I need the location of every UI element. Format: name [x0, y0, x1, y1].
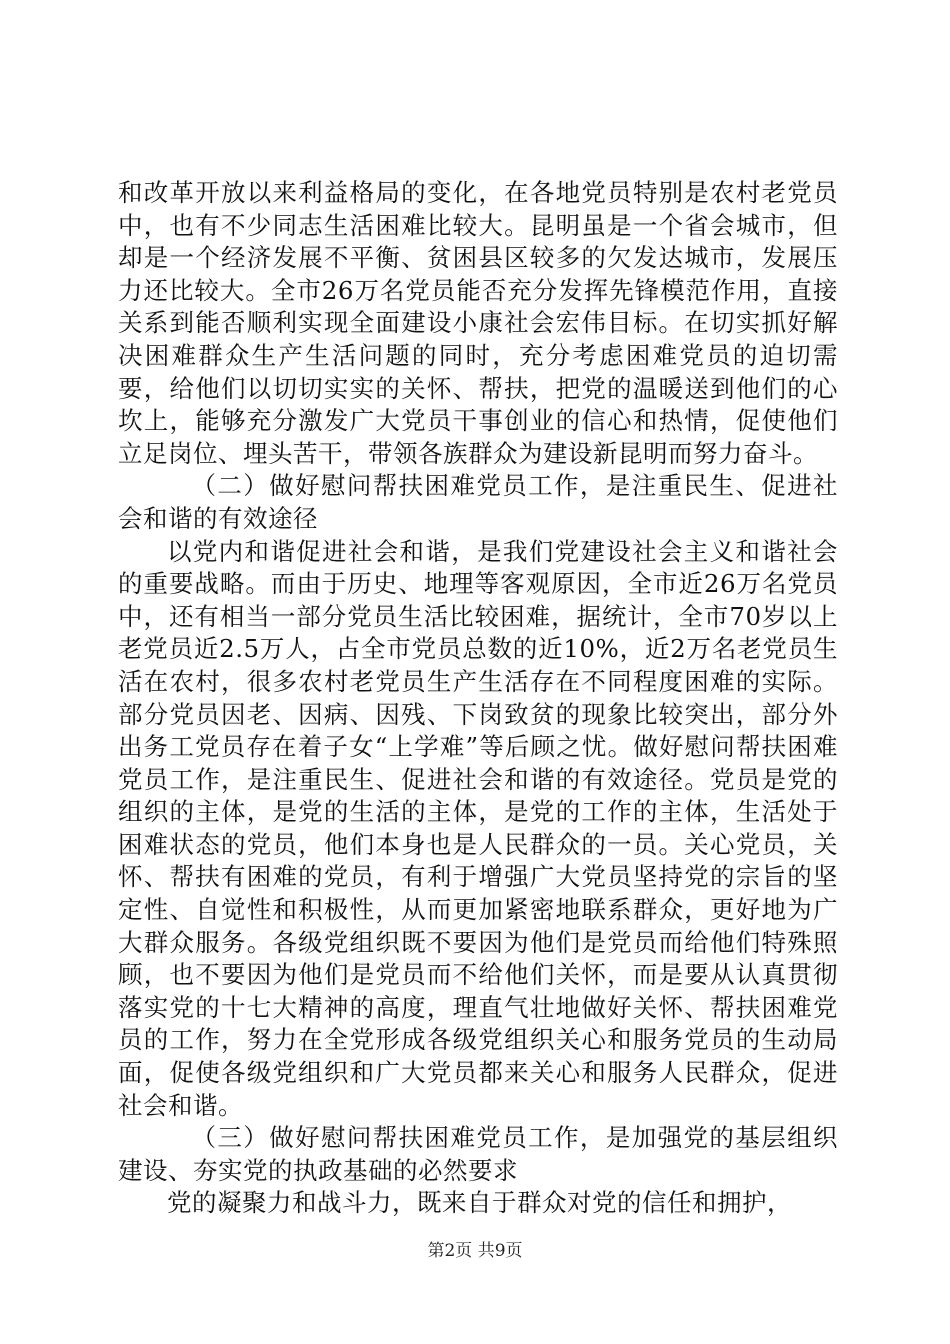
page-number-label: 第2页 共9页	[427, 1241, 523, 1261]
page-footer	[0, 1236, 950, 1261]
paragraph-section-3: 党的凝聚力和战斗力，既来自于群众对党的信任和拥护，	[167, 1188, 792, 1218]
paragraph-section-2: 以党内和谐促进社会和谐，是我们党建设社会主义和谐社会的重要战略。而由于历史、地理等客观原因，全市近26万名党员中，还有相当一部分党员生活比较困难，据统计，全市70岁以上老党员近2.5万人，占全市党员总数的近10%，近2万名老党员生活在农村，很多农村老党员生产生活存在不同程度困难的实际。部分党员因老、因病、因残、下岗致贫的现象比较突出，部分外出务工党员存在着子女“上学难”等后顾之忧。做好慰问帮扶困难党员工作，是注重民生、促进社会和谐的有效途径。党员是党的组织的主体，是党的生活的主体，是党的工作的主体，生活处于困难状态的党员，他们本身也是人民群众的一员。关心党员，关怀、帮扶有困难的党员，有利于增强广大党员坚持党的宗旨的坚定性、自觉性和积极性，从而更加紧密地联系群众，更好地为广大群众服务。各级党组织既不要因为他们是党员而给他们特殊照顾，也不要因为他们是党员而不给他们关怀，而是要从认真贯彻落实党的十七大精神的高度，理直气壮地做好关怀、帮扶困难党员的工作，努力在全党形成各级党组织关心和服务党员的生动局面，促使各级党组织和广大党员都来关心和服务人民群众，促进社会和谐。	[118, 536, 838, 1120]
paragraph-continuation: 和改革开放以来利益格局的变化，在各地党员特别是农村老党员中，也有不少同志生活困难比较大。昆明虽是一个省会城市，但却是一个经济发展不平衡、贫困县区较多的欠发达城市，发展压力还比较大。全市26万名党员能否充分发挥先锋模范作用，直接关系到能否顺利实现全面建设小康社会宏伟目标。在切实抓好解决困难群众生产生活问题的同时，充分考虑困难党员的迫切需要，给他们以切切实实的关怀、帮扶，把党的温暖送到他们的心坎上，能够充分激发广大党员干事创业的信心和热情，促使他们立足岗位、埋头苦干，带领各族群众为建设新昆明而努力奋斗。	[118, 178, 838, 468]
document-body	[118, 177, 838, 1220]
section-heading-2: （二）做好慰问帮扶困难党员工作，是注重民生、促进社会和谐的有效途径	[118, 471, 838, 533]
section-heading-3: （三）做好慰问帮扶困难党员工作，是加强党的基层组织建设、夯实党的执政基础的必然要求	[118, 1123, 838, 1185]
